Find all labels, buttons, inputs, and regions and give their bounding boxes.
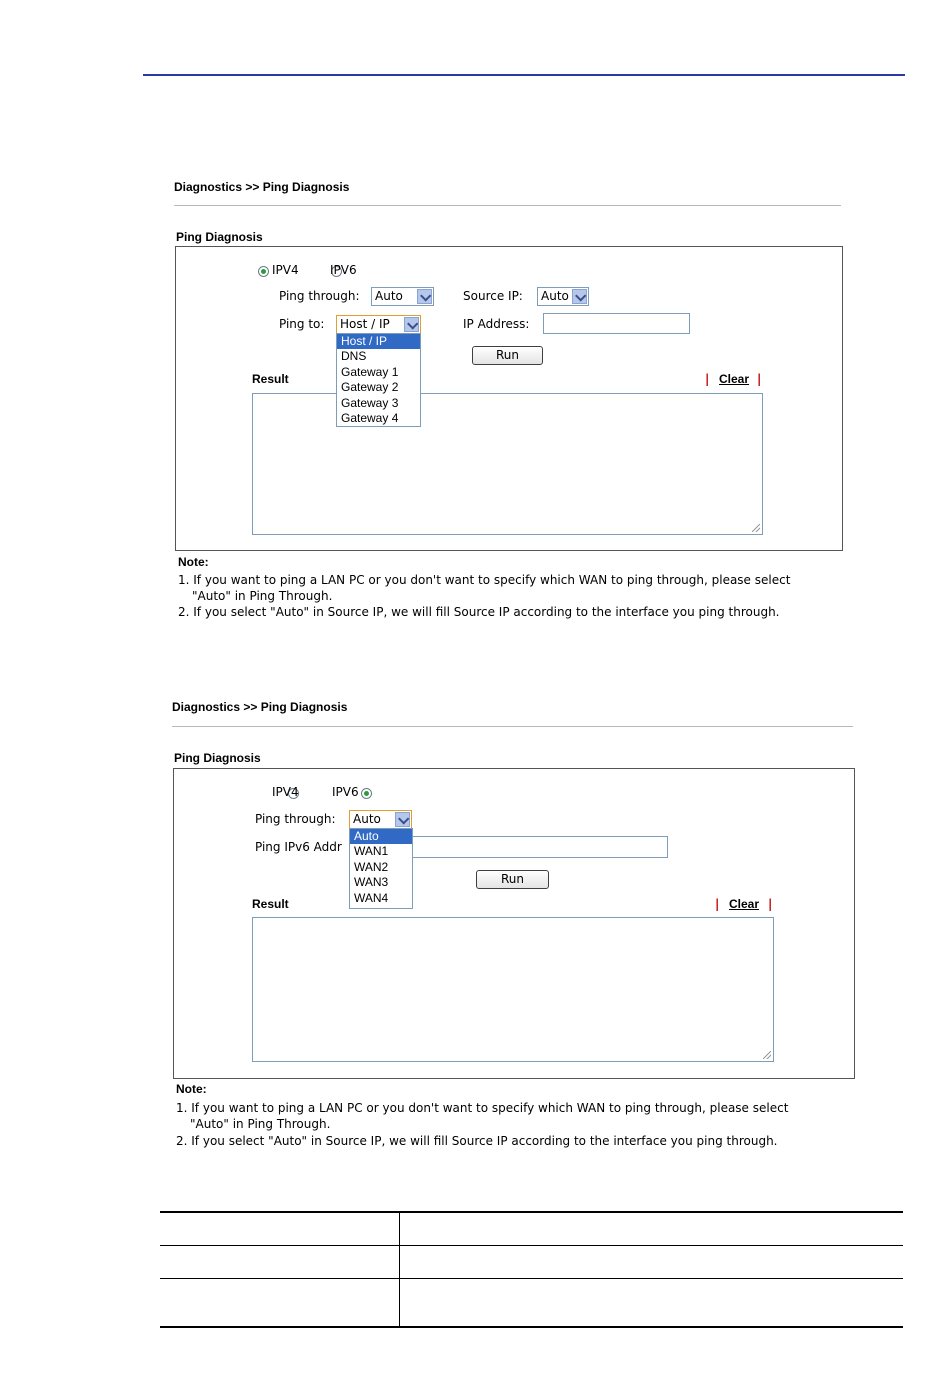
clear-separator-right: | bbox=[757, 372, 762, 386]
chevron-down-icon bbox=[395, 812, 410, 827]
table-top-border bbox=[160, 1211, 903, 1213]
dropdown-option[interactable]: WAN1 bbox=[354, 844, 389, 859]
ipv6-label: IPV6 bbox=[330, 263, 357, 277]
note-line: "Auto" in Ping Through. bbox=[190, 1117, 331, 1131]
ping-to-select[interactable] bbox=[336, 315, 421, 334]
result-textarea[interactable] bbox=[252, 917, 774, 1062]
table-row-divider bbox=[160, 1245, 903, 1246]
breadcrumb-divider bbox=[174, 205, 841, 206]
table-column-divider bbox=[399, 1213, 400, 1326]
dropdown-option[interactable]: Host / IP bbox=[337, 334, 420, 349]
ping-to-dropdown[interactable] bbox=[336, 333, 421, 427]
source-ip-select[interactable] bbox=[537, 287, 589, 306]
breadcrumb-divider bbox=[172, 726, 853, 727]
dropdown-option[interactable]: Gateway 1 bbox=[341, 364, 399, 379]
note-line: 2. If you select "Auto" in Source IP, we will fill Source IP according to the interface you ping through. bbox=[176, 1134, 778, 1148]
ipv4-radio[interactable] bbox=[258, 266, 269, 277]
note-title: Note: bbox=[178, 555, 209, 569]
ping-through-value: Auto bbox=[353, 812, 381, 826]
ping-through-label: Ping through: bbox=[279, 289, 360, 303]
table-row-divider bbox=[160, 1278, 903, 1279]
ip-address-label: IP Address: bbox=[463, 317, 530, 331]
ip-address-input[interactable] bbox=[543, 313, 690, 334]
note-line: 1. If you want to ping a LAN PC or you don't want to specify which WAN to ping through, please select bbox=[178, 573, 791, 587]
ping-through-dropdown[interactable] bbox=[349, 828, 413, 909]
breadcrumb: Diagnostics >> Ping Diagnosis bbox=[172, 700, 348, 714]
ping-through-select[interactable] bbox=[349, 810, 412, 829]
ipv4-label: IPV4 bbox=[272, 785, 299, 799]
dropdown-option[interactable]: Gateway 2 bbox=[341, 380, 399, 395]
clear-link[interactable]: Clear bbox=[719, 372, 750, 386]
ping-ipv6-label: Ping IPv6 Addr bbox=[255, 840, 342, 854]
source-ip-label: Source IP: bbox=[463, 289, 523, 303]
result-label: Result bbox=[252, 897, 289, 911]
result-textarea[interactable] bbox=[252, 393, 763, 535]
ping-through-select[interactable] bbox=[371, 287, 434, 306]
chevron-down-icon bbox=[404, 317, 419, 332]
dropdown-option[interactable]: Auto bbox=[350, 829, 412, 844]
resize-grip-icon[interactable] bbox=[752, 524, 760, 532]
dropdown-option[interactable]: Gateway 3 bbox=[341, 395, 399, 410]
clear-separator-left: | bbox=[715, 897, 720, 911]
chevron-down-icon bbox=[417, 289, 432, 304]
table-bottom-border bbox=[160, 1326, 903, 1328]
result-label: Result bbox=[252, 372, 289, 386]
ping-to-value: Host / IP bbox=[340, 317, 390, 331]
clear-separator-right: | bbox=[768, 897, 773, 911]
clear-link[interactable]: Clear bbox=[729, 897, 760, 911]
run-button[interactable]: Run bbox=[472, 346, 543, 365]
dropdown-option[interactable]: WAN2 bbox=[354, 859, 389, 874]
note-line: 1. If you want to ping a LAN PC or you don't want to specify which WAN to ping through, please select bbox=[176, 1101, 789, 1115]
breadcrumb: Diagnostics >> Ping Diagnosis bbox=[174, 180, 350, 194]
resize-grip-icon[interactable] bbox=[763, 1051, 771, 1059]
clear-separator-left: | bbox=[705, 372, 710, 386]
dropdown-option[interactable]: Gateway 4 bbox=[341, 410, 399, 425]
ipv4-label: IPV4 bbox=[272, 263, 299, 277]
section-title: Ping Diagnosis bbox=[174, 751, 261, 765]
section-title: Ping Diagnosis bbox=[176, 230, 263, 244]
ipv6-label: IPV6 bbox=[332, 785, 359, 799]
source-ip-value: Auto bbox=[541, 289, 569, 303]
ping-through-label: Ping through: bbox=[255, 812, 336, 826]
run-button[interactable]: Run bbox=[476, 870, 549, 889]
chevron-down-icon bbox=[572, 289, 587, 304]
ping-to-label: Ping to: bbox=[279, 317, 325, 331]
ping-through-value: Auto bbox=[375, 289, 403, 303]
dropdown-option[interactable]: WAN4 bbox=[354, 890, 389, 905]
note-title: Note: bbox=[176, 1082, 207, 1096]
header-rule bbox=[143, 74, 905, 76]
note-line: 2. If you select "Auto" in Source IP, we will fill Source IP according to the interface you ping through. bbox=[178, 605, 780, 619]
dropdown-option[interactable]: WAN3 bbox=[354, 875, 389, 890]
note-line: "Auto" in Ping Through. bbox=[192, 589, 333, 603]
dropdown-option[interactable]: DNS bbox=[341, 349, 367, 364]
